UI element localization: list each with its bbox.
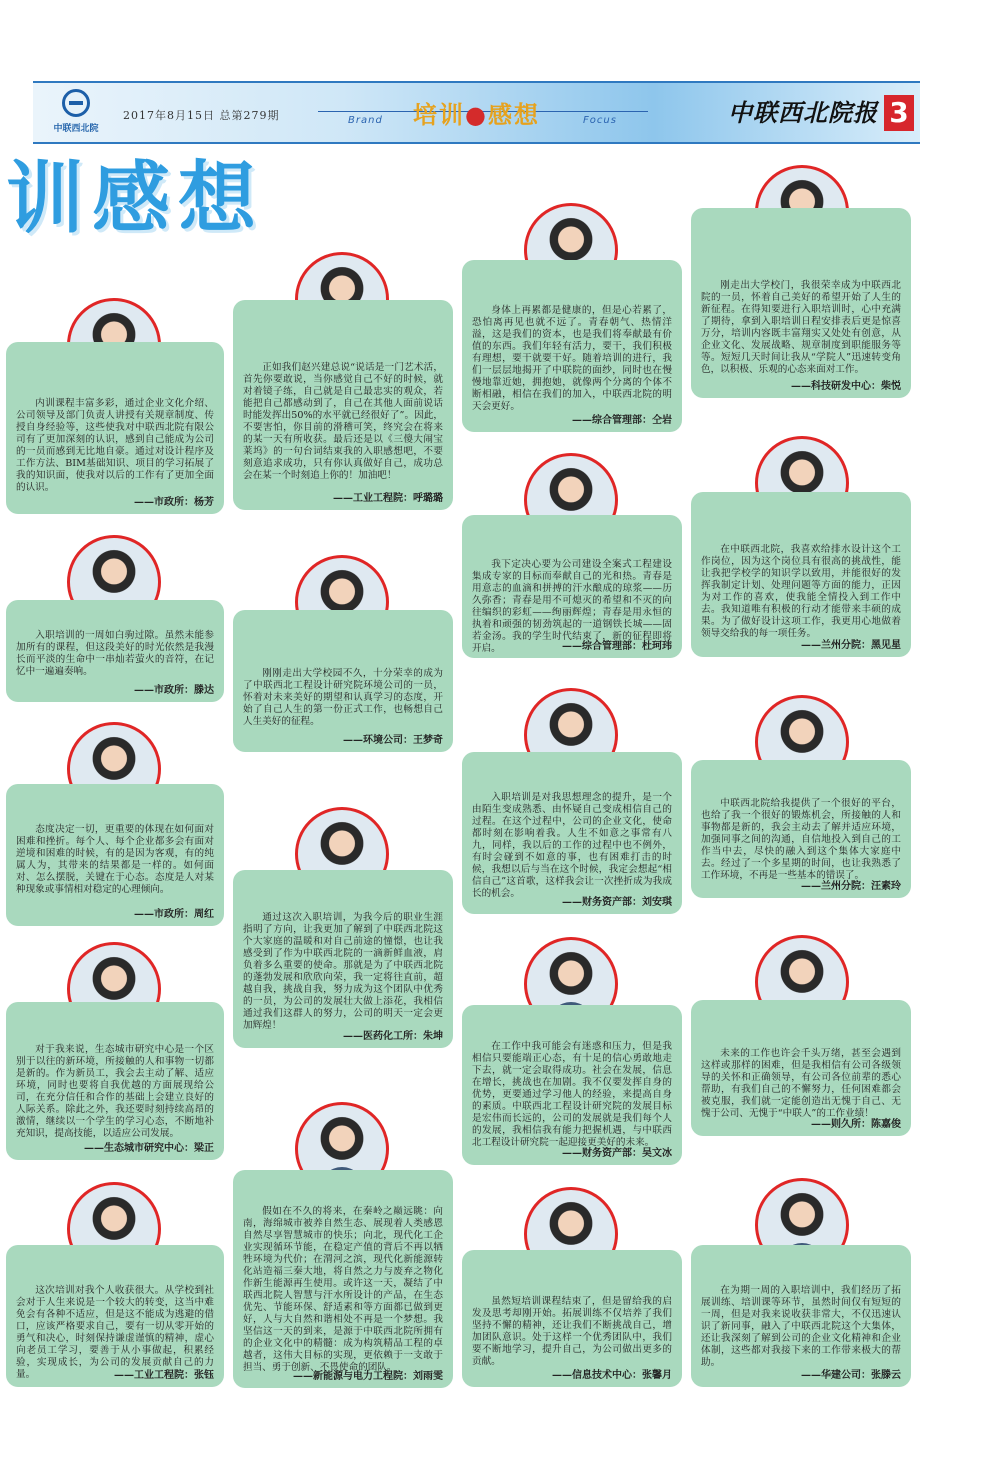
brand-word-left: Brand [348,115,383,126]
feedback-card [233,610,453,752]
feedback-card [462,1250,682,1387]
feedback-card [462,515,682,658]
brand-word-right: Focus [583,115,617,126]
section-title-part1: 培训 [413,101,465,129]
card-text: 在为期一周的入职培训中，我们经历了拓展训练、培训课等环节，虽然时间仅有短短的一周，但是对我来说收获非常大，不仅迅速认识了新同事，融入了中联西北院这个大集体，还让我深刻了解到公司的企业文化精神和企业体制，这些都对我接下来的工作带来极大的帮助。 [701,1285,901,1368]
card-signature: ——环境公司：王梦奇 [343,735,443,746]
issue-info: 2017年8月15日 总第279期 [123,109,280,122]
feedback-card [6,1002,224,1160]
card-text: 对于我来说，生态城市研究中心是一个区别于以往的新环境，所接触的人和事物一切都是新的。作为新员工，我会去主动了解、适应环境，同时也要将自我优越的方面展现给公司，在充分信任和合作的基础上会建立良好的人际关系。除此之外，我还要时刻持续高昂的激情，继续以一个学生的学习心态，不断地补充知识，提高技能，以适应公司发展。 [16,1044,214,1139]
feedback-card [462,752,682,914]
page-header [33,81,920,144]
card-signature: ——财务资产部：吴文冰 [562,1148,672,1159]
card-signature: ——工业工程院：呼璐璐 [333,493,443,504]
section-title-dot: ● [465,101,488,129]
card-text: 正如我们赵兴建总说“说话是一门艺术活，首先你要敢说，当你感觉自己不好的时候，就对着镜子练，自己就是自己最忠实的观众，若能把自己都感动到了，自己在其他人面前说话时能发挥出50%的水平就已经很好了”。因此，不要害怕，你目前的滑稽可笑，终究会在将来的某一天有所收获。最后还是以《三傻大闹宝莱坞》的一句台词结束我的入职感想吧，不要刻意追求成功，只有你认真做好自己，成功总会在某一个时刻追上你的！加油吧！ [243,362,443,481]
card-text: 内训课程丰富多彩，通过企业文化介绍、公司领导及部门负责人讲授有关规章制度、传授自身经验等，这些使我对中联西北院有限公司有了更加深刻的认识，感到自己能成为公司的一员而感到无比地自豪。通过对设计程序及工作方法、BIM基础知识、项目的学习拓展了我的知识面，使我对以后的工作有了更加全面的认识。 [16,398,214,493]
section-title [413,95,540,130]
card-signature: ——兰州分院：黑见星 [801,640,901,651]
card-signature: ——市政所：周红 [134,909,214,920]
card-signature: ——生态城市研究中心：梁正 [84,1143,214,1154]
section-banner [318,87,648,139]
card-text: 中联西北院给我提供了一个很好的平台，也给了我一个很好的锻炼机会，所接触的人和事物都是新的，我会主动去了解并适应环境，加强同事之间的沟通，自信地投入到自己的工作当中去，尽快的融入到这个集体大家庭中去。经过了一个多星期的时间，也让我熟悉了工作环境，不再是一些基本的错误了。 [701,798,901,881]
section-title-part2: 感想 [487,101,540,129]
feedback-card [233,300,453,510]
feedback-card [691,492,911,657]
company-logo [41,89,111,139]
card-signature: ——信息技术中心：张馨月 [552,1370,672,1381]
card-signature: ——综合管理部：仝岩 [572,415,672,426]
card-text: 假如在不久的将来，在秦岭之巅远眺：向南，海绵城市被养自然生态、展现着人类感恩自然尽享智慧城市的快乐；向北，现代化工企业实现循环节能，在稳定产值的背后不再以牺牲环境为代价；在渭河之滨，现代化新能源转化站造福三秦大地，将自然之力与废弃之物化作新生能源再生使用。或许这一天，凝结了中联西北院人智慧与汗水所设计的产品，在生态优先、节能环保、舒适素和等方面都已做到更好，人与大自然和谐相处不再是一个梦想。我坚信这一天的到来，是源于中联西北院所拥有的企业文化中的精髓：成为构筑精品工程的卓越者，这伟大目标的实现，更依赖于一支敢于担当、勇于创新、不畏使命的团队。 [243,1206,443,1373]
card-text: 通过这次入职培训，为我今后的职业生涯指明了方向，让我更加了解到了中联西北院这个大家庭的温暖和对自己前途的憧憬，也让我感受到了作为中联西北院的一滴新鲜血液，肩负着多么重要的使命。那就是为了中联西北院的蓬勃发展和欣欣向荣，我一定将往直前，超越自我，挑战自我，努力成为这个团队中优秀的一员，为公司的发展壮大做上添花，我相信通过我们这群人的努力，公司的明天一定会更加辉煌！ [243,912,443,1031]
card-text: 虽然短培训课程结束了，但是留给我的启发及思考却刚开始。拓展训练不仅培养了我们坚持不懈的精神，还让我们不断挑战自己，增加团队意识。处于这样一个优秀团队中，我们要不断地学习，提升自己，为公司做出更多的贡献。 [472,1296,672,1367]
card-text: 在工作中我可能会有迷惑和压力，但是我相信只要能端正心态，有十足的信心勇敢地走下去，就一定会取得成功。社会在发展，信息在增长，挑战也在加剧。我不仅要发挥自身的优势，更要通过学习他人的经验，来提高自身的素质。中联西北工程设计研究院的发展目标是宏伟而长远的，公司的发展就是我们每个人的发展，我相信我有能力把握机遇，与中联西北工程设计研究院一起迎接更美好的未来。 [472,1041,672,1148]
card-signature: ——市政所：杨芳 [134,497,214,508]
card-text: 身体上再累都是健康的，但是心若累了，恐怕离再见也就不远了。青春朝气、热情洋溢，这是我们的资本，也是我们将奉献最有价值的东西。我们年轻有活力，要干，我们积极有理想，要干就要干好。随着培训的进行，我们一层层地揭开了中联院的面纱，同时也在慢慢地靠近她，拥抱她，就像两个分离的个体不断相融，相信在我们的加入，中联西北院的明天会更好。 [472,305,672,412]
feedback-card [6,600,224,702]
feedback-card [233,870,453,1048]
logo-text: 中联西北院 [53,124,99,134]
feedback-card [6,1245,224,1387]
feedback-card [691,1000,911,1136]
card-signature: ——新能源与电力工程院：刘雨雯 [293,1371,443,1382]
card-text: 我下定决心要为公司建设全案式工程建设集成专家的目标而奉献自己的光和热。青春是用意志的血滴和拼搏的汗水酿成的琼浆——历久弥香；青春是用不可熄灭的希望和不灭的向往编织的彩虹——绚丽辉煌；青春是用永恒的执着和顽强的韧劲筑起的一道钢铁长城——固若金汤。我的学生时代结束了，新的征程即将开启。 [472,559,672,654]
card-text: 入职培训的一周如白驹过隙。虽然未能参加所有的课程，但这段美好的时光依然是我漫长而平淡的生命中一串灿若萤火的音符，在记忆中一遍遍奏响。 [16,630,214,677]
card-signature: ——科技研发中心：柴悦 [791,381,901,392]
feedback-card [691,1245,911,1387]
feedback-card [6,342,224,514]
card-text: 在中联西北院，我喜欢给排水设计这个工作岗位，因为这个岗位具有很高的挑战性，能让我把学校学的知识学以致用，并能很好的发挥我制定计划、处理问题等方面的能力，正因为对工作的喜欢，使我能全情投入到工作中去。我知道唯有积极的行动才能带来丰硕的成果。为了做好设计这项工作，我更用心地做着领导交给我的每一项任务。 [701,544,901,639]
card-text: 刚走出大学校门，我很荣幸成为中联西北院的一员，怀着自己美好的希望开始了人生的新征程。在得知要进行入职培训时，心中充满了期待，拿到入职培训日程安排表后更是惊喜万分，培训内容既丰富翔实又处处有创意，从企业文化、发展战略、规章制度到职能服务等等。短短几天时间让我从“学院人”迅速转变角色，以积极、乐观的心态来面对工作。 [701,280,901,375]
feedback-card [462,260,682,432]
feedback-card [691,760,911,898]
card-signature: ——工业工程院：张钰 [114,1370,214,1381]
card-text: 入职培训是对我思想理念的提升，是一个由陌生变成熟悉、由怀疑自己变成相信自己的过程。在这个过程中，公司的企业文化，使命都时刻在影响着我。人生不如意之事常有八九，同样，我以后的工作的过程中也不例外，有时会碰到不如意的事，也有困难打击的时候，我想以后与当在这个时候，我定会想起“相信自己”这首歌，这样我会让一次挫折成为我成长的机会。 [472,792,672,899]
card-signature: ——医药化工所：朱坤 [343,1031,443,1042]
feedback-card [462,1005,682,1165]
feedback-card [691,208,911,398]
card-signature: ——兰州分院：汪素玲 [801,881,901,892]
card-text: 态度决定一切，更重要的体现在如何面对困难和挫折。每个人、每个企业都多会有面对逆境和困难的时候，有的是因为客观，有的纯属人为，其带来的结果都是一样的。如何面对、怎么摆脱，关键在于心态。态度是人对某种现象或事情相对稳定的心理倾向。 [16,824,214,895]
card-signature: ——则久所：陈嘉俊 [811,1119,901,1130]
big-page-title: 训感想 [6,154,265,244]
card-signature: ——财务资产部：刘安琪 [562,897,672,908]
card-signature: ——市政所：滕达 [134,685,214,696]
feedback-card [233,1170,453,1388]
card-text: 这次培训对我个人收获很大。从学校到社会对于人生来说是一个较大的转变，这当中难免会有各种不适应，但是这不能成为逃避的借口，应该严格要求自己，要有一切从零开始的勇气和决心，时刻保持谦虚谨慎的精神，虚心向老员工学习，要善于从小事做起，积累经验，实现成长，为公司的发展贡献自己的力量。 [16,1285,214,1380]
card-signature: ——综合管理部：杜珂玮 [562,641,672,652]
page-number-badge: 3 [884,95,914,131]
newspaper-masthead: 中联西北院报 [728,98,878,127]
card-text: 刚刚走出大学校园不久，十分荣幸的成为了中联西北工程设计研究院环境公司的一员，怀着对未来美好的期望和认真学习的态度，开始了自己人生的第一份正式工作，也畅想自己人生美好的征程。 [243,668,443,727]
card-text: 未来的工作也许会千头万绪，甚至会遇到这样或那样的困难，但是我相信有公司各级领导的关怀和正确领导，有公司各位前辈的悉心帮助，有我们自己的不懈努力，任何困难都会被克服，我们就一定能创造出无愧于自己、无愧于公司、无愧于“中联人”的工作业绩！ [701,1048,901,1119]
card-signature: ——华建公司：张滕云 [801,1370,901,1381]
feedback-card [6,784,224,926]
company-logo-icon [62,89,90,117]
